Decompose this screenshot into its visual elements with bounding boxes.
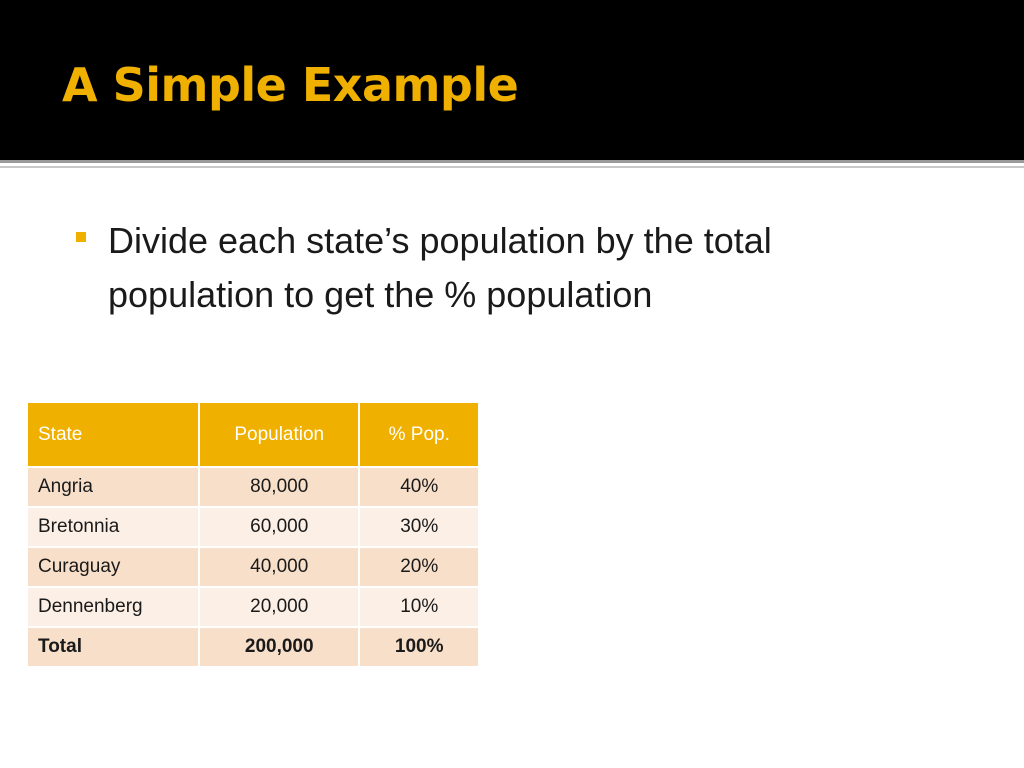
state-cell: Dennenberg bbox=[27, 587, 199, 627]
table-total-row bbox=[27, 627, 479, 667]
bullet-text: Divide each state’s population by the total population to get the % population bbox=[108, 220, 772, 315]
square-bullet-icon bbox=[76, 232, 86, 242]
population-cell: 60,000 bbox=[199, 507, 359, 547]
total-percent-cell: 100% bbox=[359, 627, 479, 667]
column-header-percent: % Pop. bbox=[359, 402, 479, 467]
table-row bbox=[27, 467, 479, 507]
table-row bbox=[27, 507, 479, 547]
title-divider bbox=[0, 160, 1024, 163]
table-header-row bbox=[27, 402, 479, 467]
state-cell: Angria bbox=[27, 467, 199, 507]
table-row bbox=[27, 587, 479, 627]
title-bar bbox=[0, 0, 1024, 160]
column-header-population: Population bbox=[199, 402, 359, 467]
state-cell: Bretonnia bbox=[27, 507, 199, 547]
population-cell: 80,000 bbox=[199, 467, 359, 507]
column-header-state: State bbox=[27, 402, 199, 467]
population-table bbox=[26, 401, 480, 668]
percent-cell: 10% bbox=[359, 587, 479, 627]
population-cell: 20,000 bbox=[199, 587, 359, 627]
total-label-cell: Total bbox=[27, 627, 199, 667]
state-cell: Curaguay bbox=[27, 547, 199, 587]
total-population-cell: 200,000 bbox=[199, 627, 359, 667]
table-row bbox=[27, 547, 479, 587]
slide-title: A Simple Example bbox=[62, 58, 519, 112]
percent-cell: 30% bbox=[359, 507, 479, 547]
title-divider-secondary bbox=[0, 166, 1024, 168]
population-cell: 40,000 bbox=[199, 547, 359, 587]
percent-cell: 20% bbox=[359, 547, 479, 587]
percent-cell: 40% bbox=[359, 467, 479, 507]
